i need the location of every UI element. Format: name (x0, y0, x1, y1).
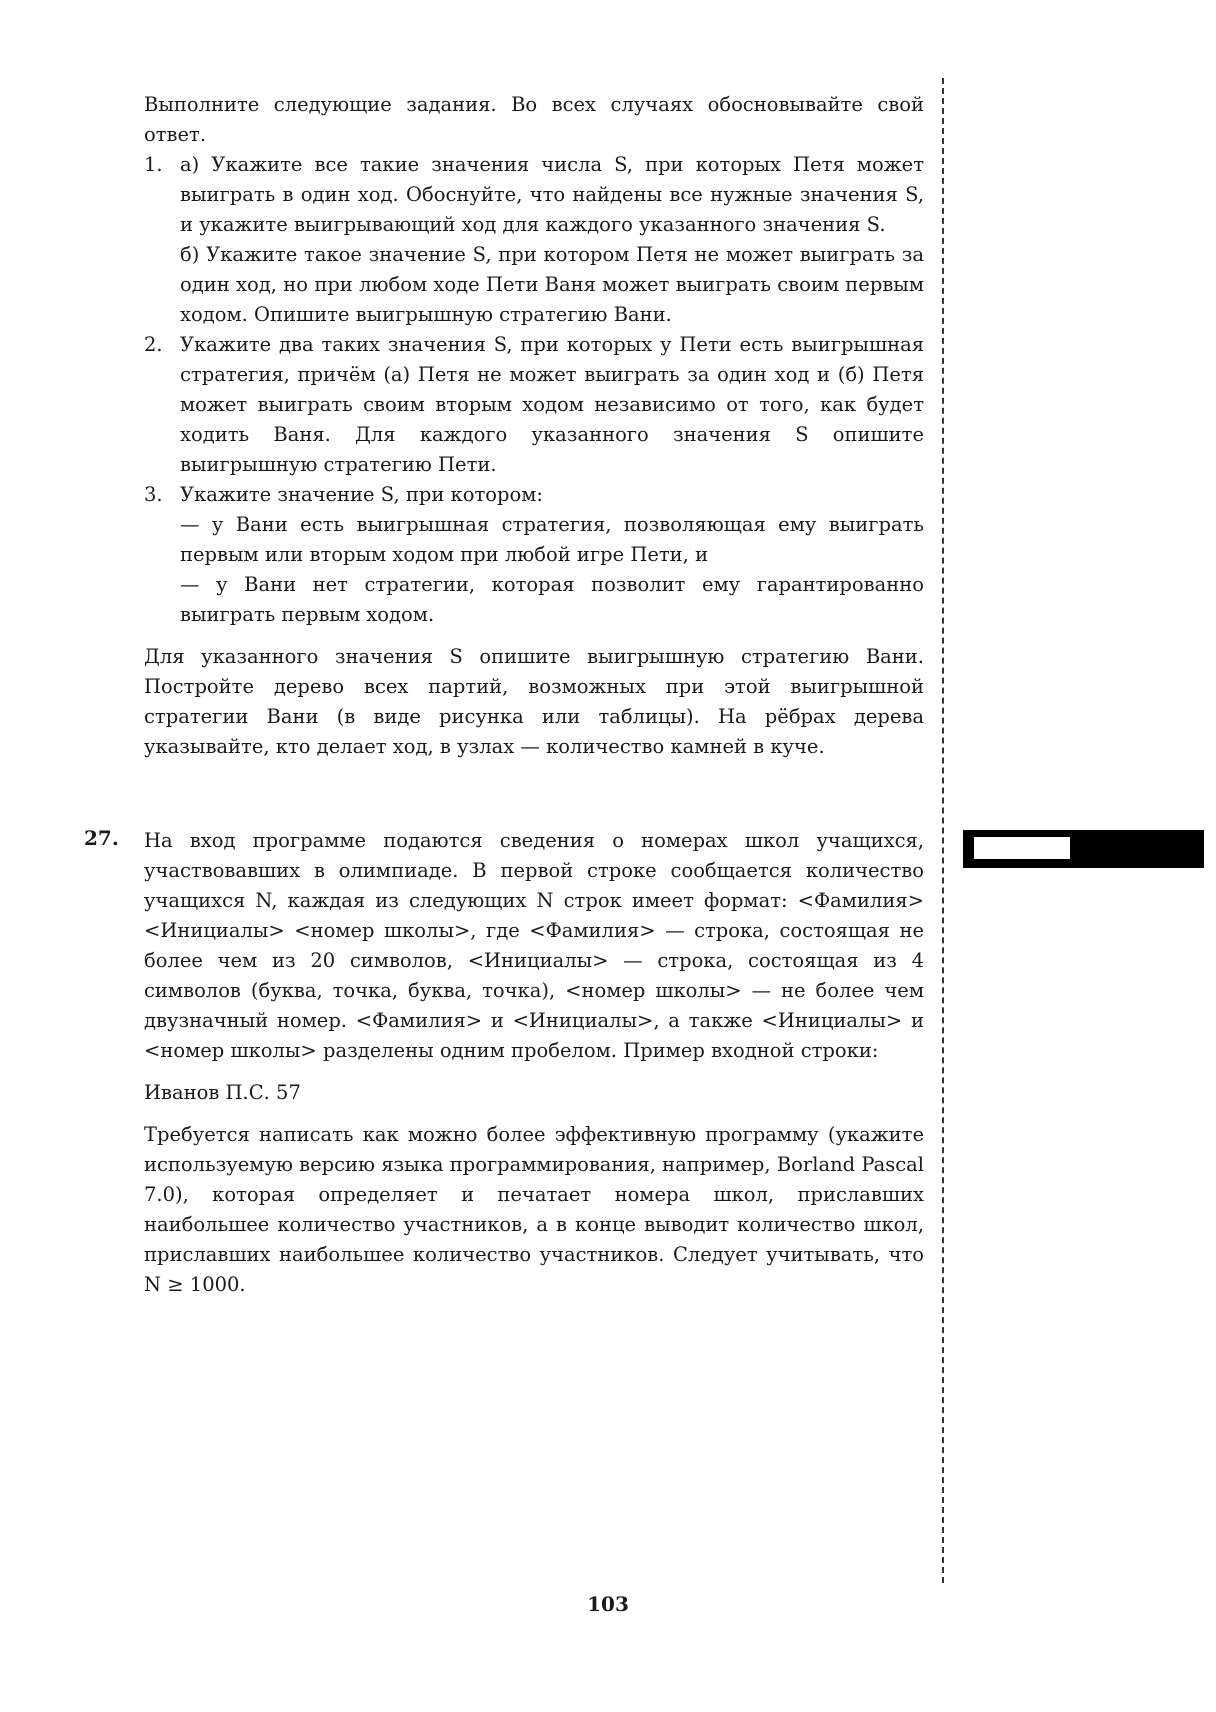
question-3-number: 3. (144, 483, 163, 506)
dashed-cut-line (942, 78, 944, 1583)
question-1b-text: б) Укажите такое значение S, при котором Петя не может выиграть за один ход, но при любом ходе Пети Ваня может выиграть своим первым ходом. Опишите выигрышную стратегию Вани. (180, 243, 924, 326)
intro-text: Выполните следующие задания. Во всех случаях обосновывайте свой ответ. (144, 93, 924, 146)
task26-continuation (144, 90, 924, 762)
tree-instruction: Для указанного значения S опишите выигрышную стратегию Вани. Постройте дерево всех партий, возможных при этой выигрышной стратегии Вани (в виде рисунка или таблицы). На рёбрах дерева указывайте, кто делает ход, в узлах — количество камней в куче. (144, 645, 924, 758)
question-2-text: Укажите два таких значения S, при которых у Пети есть выигрышная стратегия, причём (а) Петя не может выиграть за один ход и (б) Петя может выиграть своим вторым ходом независимо от того, как будет ходить Ваня. Для каждого указанного значения S опишите выигрышную стратегию Пети. (180, 333, 924, 476)
question-2-number: 2. (144, 333, 163, 356)
question-2 (144, 330, 924, 480)
page-number: 103 (587, 1592, 629, 1616)
task27-paragraph-1: На вход программе подаются сведения о номерах школ учащихся, участвовавших в олимпиаде. В первой строке сообщается количество учащихся N, каждая из следующих N строк имеет формат: <Фамилия> <Инициалы> <номер школы>, где <Фамилия> — строка, состоящая не более чем из 20 символов, <Инициалы> — строка, состоящая из 4 символов (буква, точка, буква, точка), <номер школы> — не более чем двузначный номер. <Фамилия> и <Инициалы>, а также <Инициалы> и <номер школы> разделены одним пробелом. Пример входной строки: (144, 829, 924, 1062)
task27-body (144, 826, 924, 1300)
question-1-number: 1. (144, 153, 163, 176)
question-1a-text: а) Укажите все такие значения числа S, при которых Петя может выиграть в один ход. Обоснуйте, что найдены все нужные значения S, и укажите выигрывающий ход для каждого указанного значения S. (180, 153, 924, 236)
question-3-condition-2: — у Вани нет стратегии, которая позволит ему гарантированно выиграть первым ходом. (180, 573, 924, 626)
task27-paragraph-2: Требуется написать как можно более эффективную программу (укажите используемую версию языка программирования, например, Borland Pascal 7.0), которая определяет и печатает номера школ, приславших наибольшее количество участников, а в конце выводит количество школ, приславших наибольшее количество участников. Следует учитывать, что N ≥ 1000. (144, 1123, 924, 1296)
example-input-line: Иванов П.С. 57 (144, 1081, 301, 1104)
question-3-text: Укажите значение S, при котором: (180, 483, 543, 506)
question-3 (144, 480, 924, 630)
question-1 (144, 150, 924, 330)
answer-box (974, 837, 1070, 859)
task-27-number: 27. (84, 826, 119, 850)
question-3-condition-1: — у Вани есть выигрышная стратегия, позволяющая ему выиграть первым или вторым ходом при любой игре Пети, и (180, 513, 924, 566)
